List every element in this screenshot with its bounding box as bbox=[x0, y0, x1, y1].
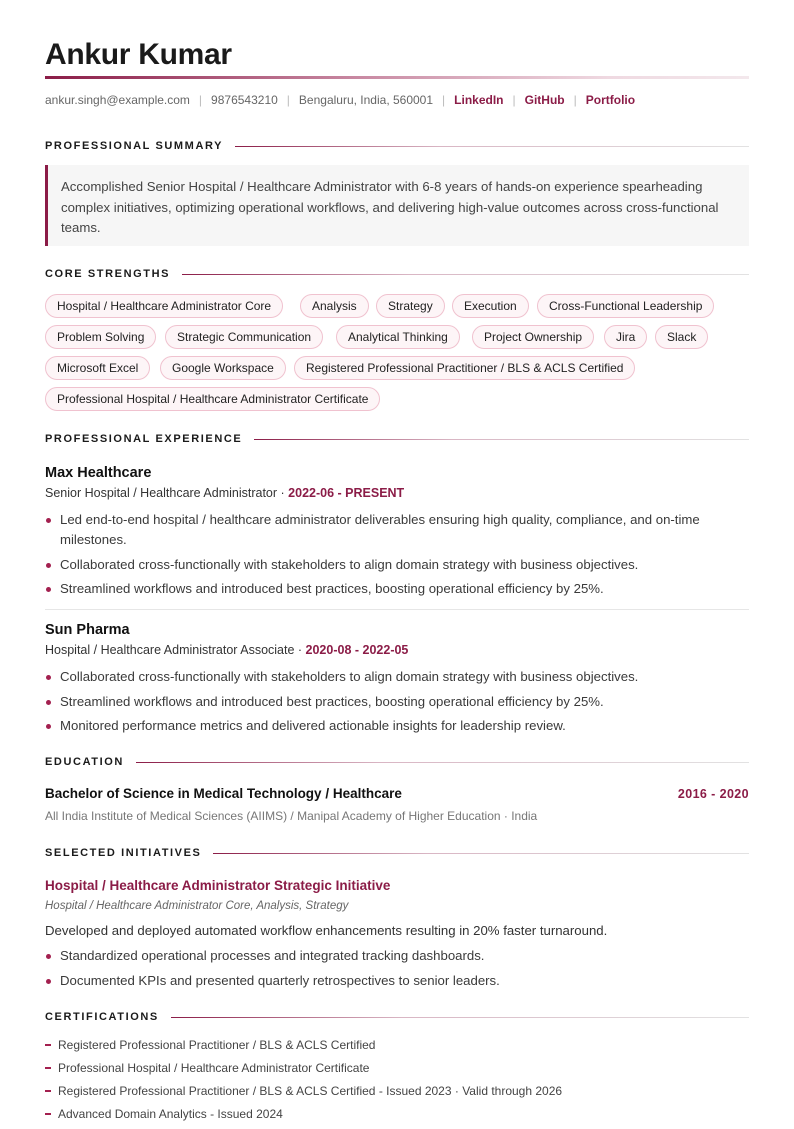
summary-box: Accomplished Senior Hospital / Healthcare Administrator with 6-8 years of hands-on experience spearheading complex initiatives, optimizing operational workflows, and delivering high-value outcomes across cross-functional teams. bbox=[45, 165, 749, 246]
name-underline bbox=[45, 76, 749, 79]
list-item: Standardized operational processes and integrated tracking dashboards. bbox=[45, 946, 749, 966]
section-header-initiatives bbox=[45, 846, 749, 860]
education-dates: 2016 - 2020 bbox=[677, 787, 749, 801]
list-item: Collaborated cross-functionally with stakeholders to align domain strategy with business objectives. bbox=[45, 555, 749, 575]
section-title: PROFESSIONAL SUMMARY bbox=[45, 140, 224, 152]
section-header-summary bbox=[45, 139, 749, 153]
strength-chip: Execution bbox=[452, 294, 529, 318]
initiative-title: Hospital / Healthcare Administrator Strategic Initiative bbox=[45, 878, 391, 893]
initiative-description: Developed and deployed automated workflow enhancements resulting in 20% faster turnaround. bbox=[45, 923, 608, 938]
initiative-tags: Hospital / Healthcare Administrator Core, Analysis, Strategy bbox=[45, 900, 349, 912]
list-item: Collaborated cross-functionally with stakeholders to align domain strategy with business objectives. bbox=[45, 667, 749, 687]
contact-email[interactable]: ankur.singh@example.com bbox=[45, 93, 190, 107]
strength-chip: Microsoft Excel bbox=[45, 356, 150, 380]
job-divider bbox=[45, 609, 749, 610]
list-item: Led end-to-end hospital / healthcare administrator deliverables ensuring high quality, compliance, and on-time milestones. bbox=[45, 510, 749, 550]
list-item: Streamlined workflows and introduced best practices, boosting operational efficiency by 25%. bbox=[45, 579, 749, 599]
education-school: All India Institute of Medical Sciences (AIIMS) / Manipal Academy of Higher Education · India bbox=[45, 809, 538, 823]
job-role: Hospital / Healthcare Administrator Associate bbox=[45, 643, 295, 657]
contact-location: Bengaluru, India, 560001 bbox=[298, 93, 434, 107]
strength-chip: Hospital / Healthcare Administrator Core bbox=[45, 294, 283, 318]
list-item: Registered Professional Practitioner / BLS & ACLS Certified - Issued 2023 · Valid through 2026 bbox=[45, 1083, 562, 1099]
strength-chip: Jira bbox=[604, 325, 647, 349]
list-item: Registered Professional Practitioner / BLS & ACLS Certified bbox=[45, 1037, 562, 1053]
job-bullets bbox=[45, 510, 749, 604]
section-title: CORE STRENGTHS bbox=[45, 268, 171, 280]
job-dates: 2020-08 - 2022-05 bbox=[305, 643, 409, 657]
list-item: Streamlined workflows and introduced best practices, boosting operational efficiency by 25%. bbox=[45, 692, 749, 712]
contact-phone: 9876543210 bbox=[211, 93, 278, 107]
job-dates: 2022-06 - PRESENT bbox=[288, 486, 405, 500]
strength-chip: Strategy bbox=[376, 294, 445, 318]
job-role: Senior Hospital / Healthcare Administrator bbox=[45, 486, 278, 500]
strength-chip: Cross-Functional Leadership bbox=[537, 294, 714, 318]
strength-chip: Project Ownership bbox=[472, 325, 594, 349]
list-item: Documented KPIs and presented quarterly retrospectives to senior leaders. bbox=[45, 971, 749, 991]
section-header-experience bbox=[45, 432, 749, 446]
section-title: PROFESSIONAL EXPERIENCE bbox=[45, 433, 243, 445]
linkedin-link[interactable]: LinkedIn bbox=[454, 93, 504, 107]
list-item: Professional Hospital / Healthcare Administrator Certificate bbox=[45, 1060, 562, 1076]
section-header-certifications bbox=[45, 1010, 749, 1024]
job-role-line: Senior Hospital / Healthcare Administrator · 2022-06 - PRESENT bbox=[45, 486, 405, 500]
strength-chip: Analysis bbox=[300, 294, 369, 318]
portfolio-link[interactable]: Portfolio bbox=[585, 93, 636, 107]
github-link[interactable]: GitHub bbox=[524, 93, 565, 107]
job-company: Max Healthcare bbox=[45, 465, 152, 481]
strength-chip: Slack bbox=[655, 325, 708, 349]
contact-line: ankur.singh@example.com | 9876543210 | Bengaluru, India, 560001 | LinkedIn | GitHub | Portfolio bbox=[45, 93, 636, 107]
section-title: EDUCATION bbox=[45, 756, 124, 768]
strength-chip: Registered Professional Practitioner / BLS & ACLS Certified bbox=[294, 356, 635, 380]
candidate-name: Ankur Kumar bbox=[45, 38, 232, 71]
section-header-strengths bbox=[45, 267, 749, 281]
job-role-line: Hospital / Healthcare Administrator Associate · 2020-08 - 2022-05 bbox=[45, 643, 409, 657]
strength-chip: Problem Solving bbox=[45, 325, 156, 349]
job-bullets bbox=[45, 667, 749, 741]
certifications-list bbox=[45, 1037, 562, 1129]
list-item: Advanced Domain Analytics - Issued 2024 bbox=[45, 1106, 562, 1122]
strength-chip: Strategic Communication bbox=[165, 325, 323, 349]
strength-chip: Google Workspace bbox=[160, 356, 286, 380]
list-item: Monitored performance metrics and delivered actionable insights for leadership review. bbox=[45, 716, 749, 736]
education-degree: Bachelor of Science in Medical Technology / Healthcare bbox=[45, 786, 402, 801]
strength-chip: Analytical Thinking bbox=[336, 325, 460, 349]
initiative-bullets bbox=[45, 946, 749, 995]
job-company: Sun Pharma bbox=[45, 622, 130, 638]
section-title: SELECTED INITIATIVES bbox=[45, 847, 202, 859]
strength-chip: Professional Hospital / Healthcare Administrator Certificate bbox=[45, 387, 380, 411]
section-title: CERTIFICATIONS bbox=[45, 1011, 159, 1023]
section-header-education bbox=[45, 755, 749, 769]
